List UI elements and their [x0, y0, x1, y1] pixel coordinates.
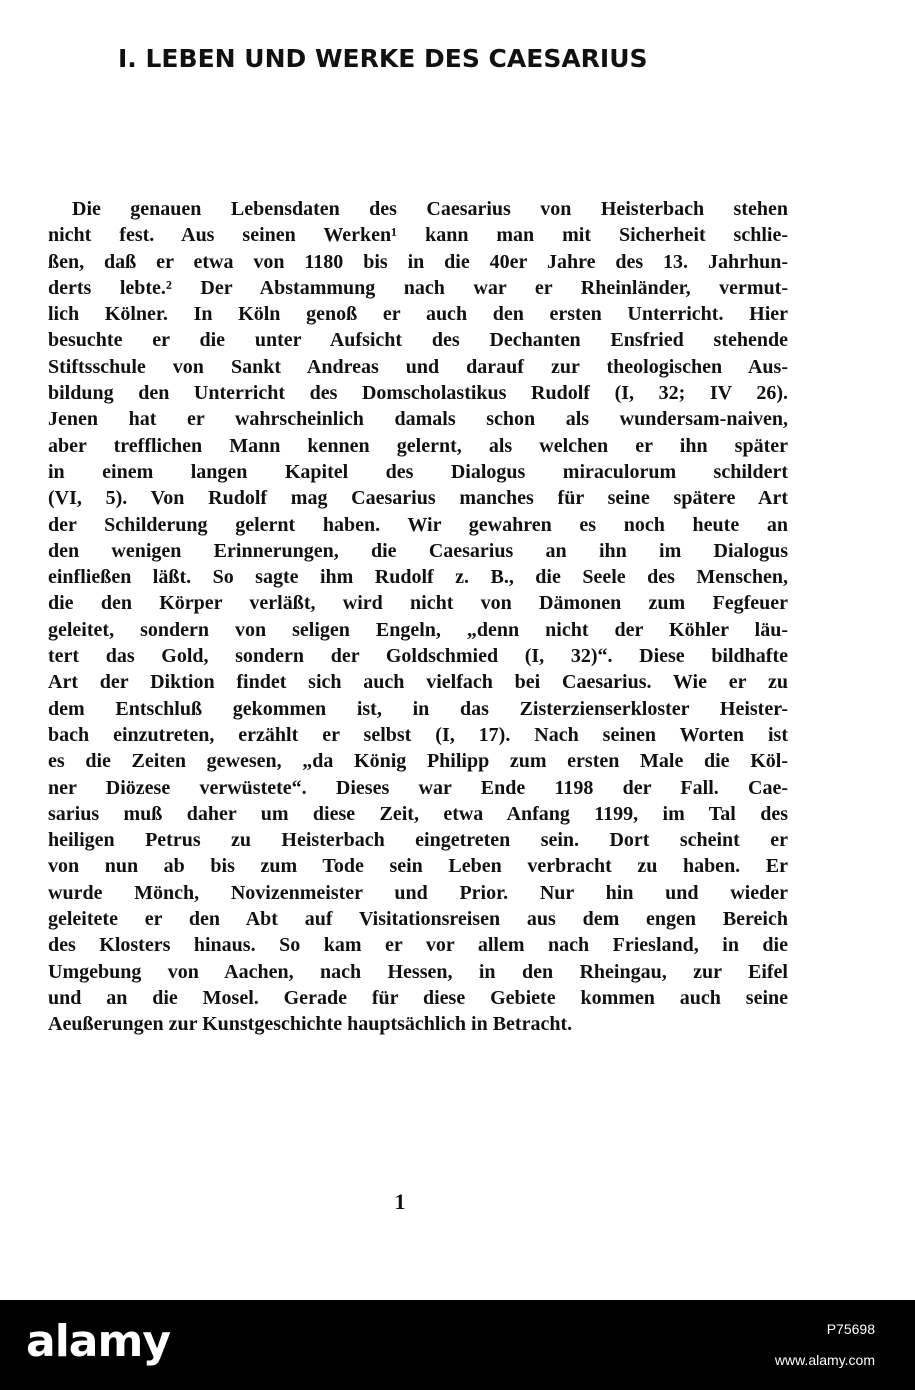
- text-line: der Schilderung gelernt haben. Wir gewahren es noch heute an: [48, 513, 788, 536]
- text-line: Umgebung von Aachen, nach Hessen, in den Rheingau, zur Eifel: [48, 960, 788, 983]
- site-url: www.alamy.com: [774, 1352, 875, 1368]
- text-line: es die Zeiten gewesen, „da König Philipp zum ersten Male die Köl-: [48, 750, 788, 773]
- text-line: des Klosters hinaus. So kam er vor allem nach Friesland, in die: [48, 934, 788, 957]
- text-line: Jenen hat er wahrscheinlich damals schon als wundersam-naiven,: [48, 408, 788, 431]
- text-line: heiligen Petrus zu Heisterbach eingetreten sein. Dort scheint er: [48, 829, 788, 852]
- chapter-title: I. LEBEN UND WERKE DES CAESARIUS: [118, 44, 648, 73]
- text-line: nicht fest. Aus seinen Werken¹ kann man mit Sicherheit schlie-: [48, 224, 788, 247]
- text-line: bildung den Unterricht des Domscholastikus Rudolf (I, 32; IV 26).: [48, 382, 788, 405]
- image-id: P75698: [826, 1321, 875, 1337]
- text-line: lich Kölner. In Köln genoß er auch den ersten Unterricht. Hier: [48, 303, 788, 326]
- text-line: und an die Mosel. Gerade für diese Gebiete kommen auch seine: [48, 986, 788, 1009]
- text-line: Stiftsschule von Sankt Andreas und darauf zur theologischen Aus-: [48, 355, 788, 378]
- text-line: dem Entschluß gekommen ist, in das Zisterzienserkloster Heister-: [48, 697, 788, 720]
- text-line: den wenigen Erinnerungen, die Caesarius an ihn im Dialogus: [48, 539, 788, 562]
- text-line: in einem langen Kapitel des Dialogus miraculorum schildert: [48, 460, 788, 483]
- text-line: geleitete er den Abt auf Visitationsreisen aus dem engen Bereich: [48, 908, 788, 931]
- text-line: (VI, 5). Von Rudolf mag Caesarius manches für seine spätere Art: [48, 487, 788, 510]
- text-line: bach einzutreten, erzählt er selbst (I, 17). Nach seinen Worten ist: [48, 723, 788, 746]
- text-line: geleitet, sondern von seligen Engeln, „denn nicht der Köhler läu-: [48, 618, 788, 641]
- text-line: tert das Gold, sondern der Goldschmied (I, 32)“. Diese bildhafte: [48, 645, 788, 668]
- text-line: die den Körper verläßt, wird nicht von Dämonen zum Fegfeuer: [48, 592, 788, 615]
- text-line: Aeußerungen zur Kunstgeschichte hauptsächlich in Betracht.: [48, 1013, 573, 1036]
- text-line: derts lebte.² Der Abstammung nach war er Rheinländer, vermut-: [48, 276, 788, 299]
- text-line: ner Diözese verwüstete“. Dieses war Ende 1198 der Fall. Cae-: [48, 776, 788, 799]
- text-line: von nun ab bis zum Tode sein Leben verbracht zu haben. Er: [48, 855, 788, 878]
- text-line: Die genauen Lebensdaten des Caesarius von Heisterbach stehen: [72, 198, 788, 220]
- page-number: 1: [394, 1189, 406, 1214]
- body-paragraph: [48, 196, 788, 1038]
- alamy-logo: alamy: [26, 1316, 170, 1367]
- text-line: Art der Diktion findet sich auch vielfach bei Caesarius. Wie er zu: [48, 671, 788, 694]
- text-line: sarius muß daher um diese Zeit, etwa Anfang 1199, im Tal des: [48, 802, 788, 825]
- text-line: besuchte er die unter Aufsicht des Dechanten Ensfried stehende: [48, 329, 788, 352]
- text-line: ßen, daß er etwa von 1180 bis in die 40er Jahre des 13. Jahrhun-: [48, 250, 788, 273]
- text-line: wurde Mönch, Novizenmeister und Prior. Nur hin und wieder: [48, 881, 788, 904]
- text-line: aber trefflichen Mann kennen gelernt, als welchen er ihn später: [48, 434, 788, 457]
- text-line: einfließen läßt. So sagte ihm Rudolf z. B., die Seele des Menschen,: [48, 566, 788, 589]
